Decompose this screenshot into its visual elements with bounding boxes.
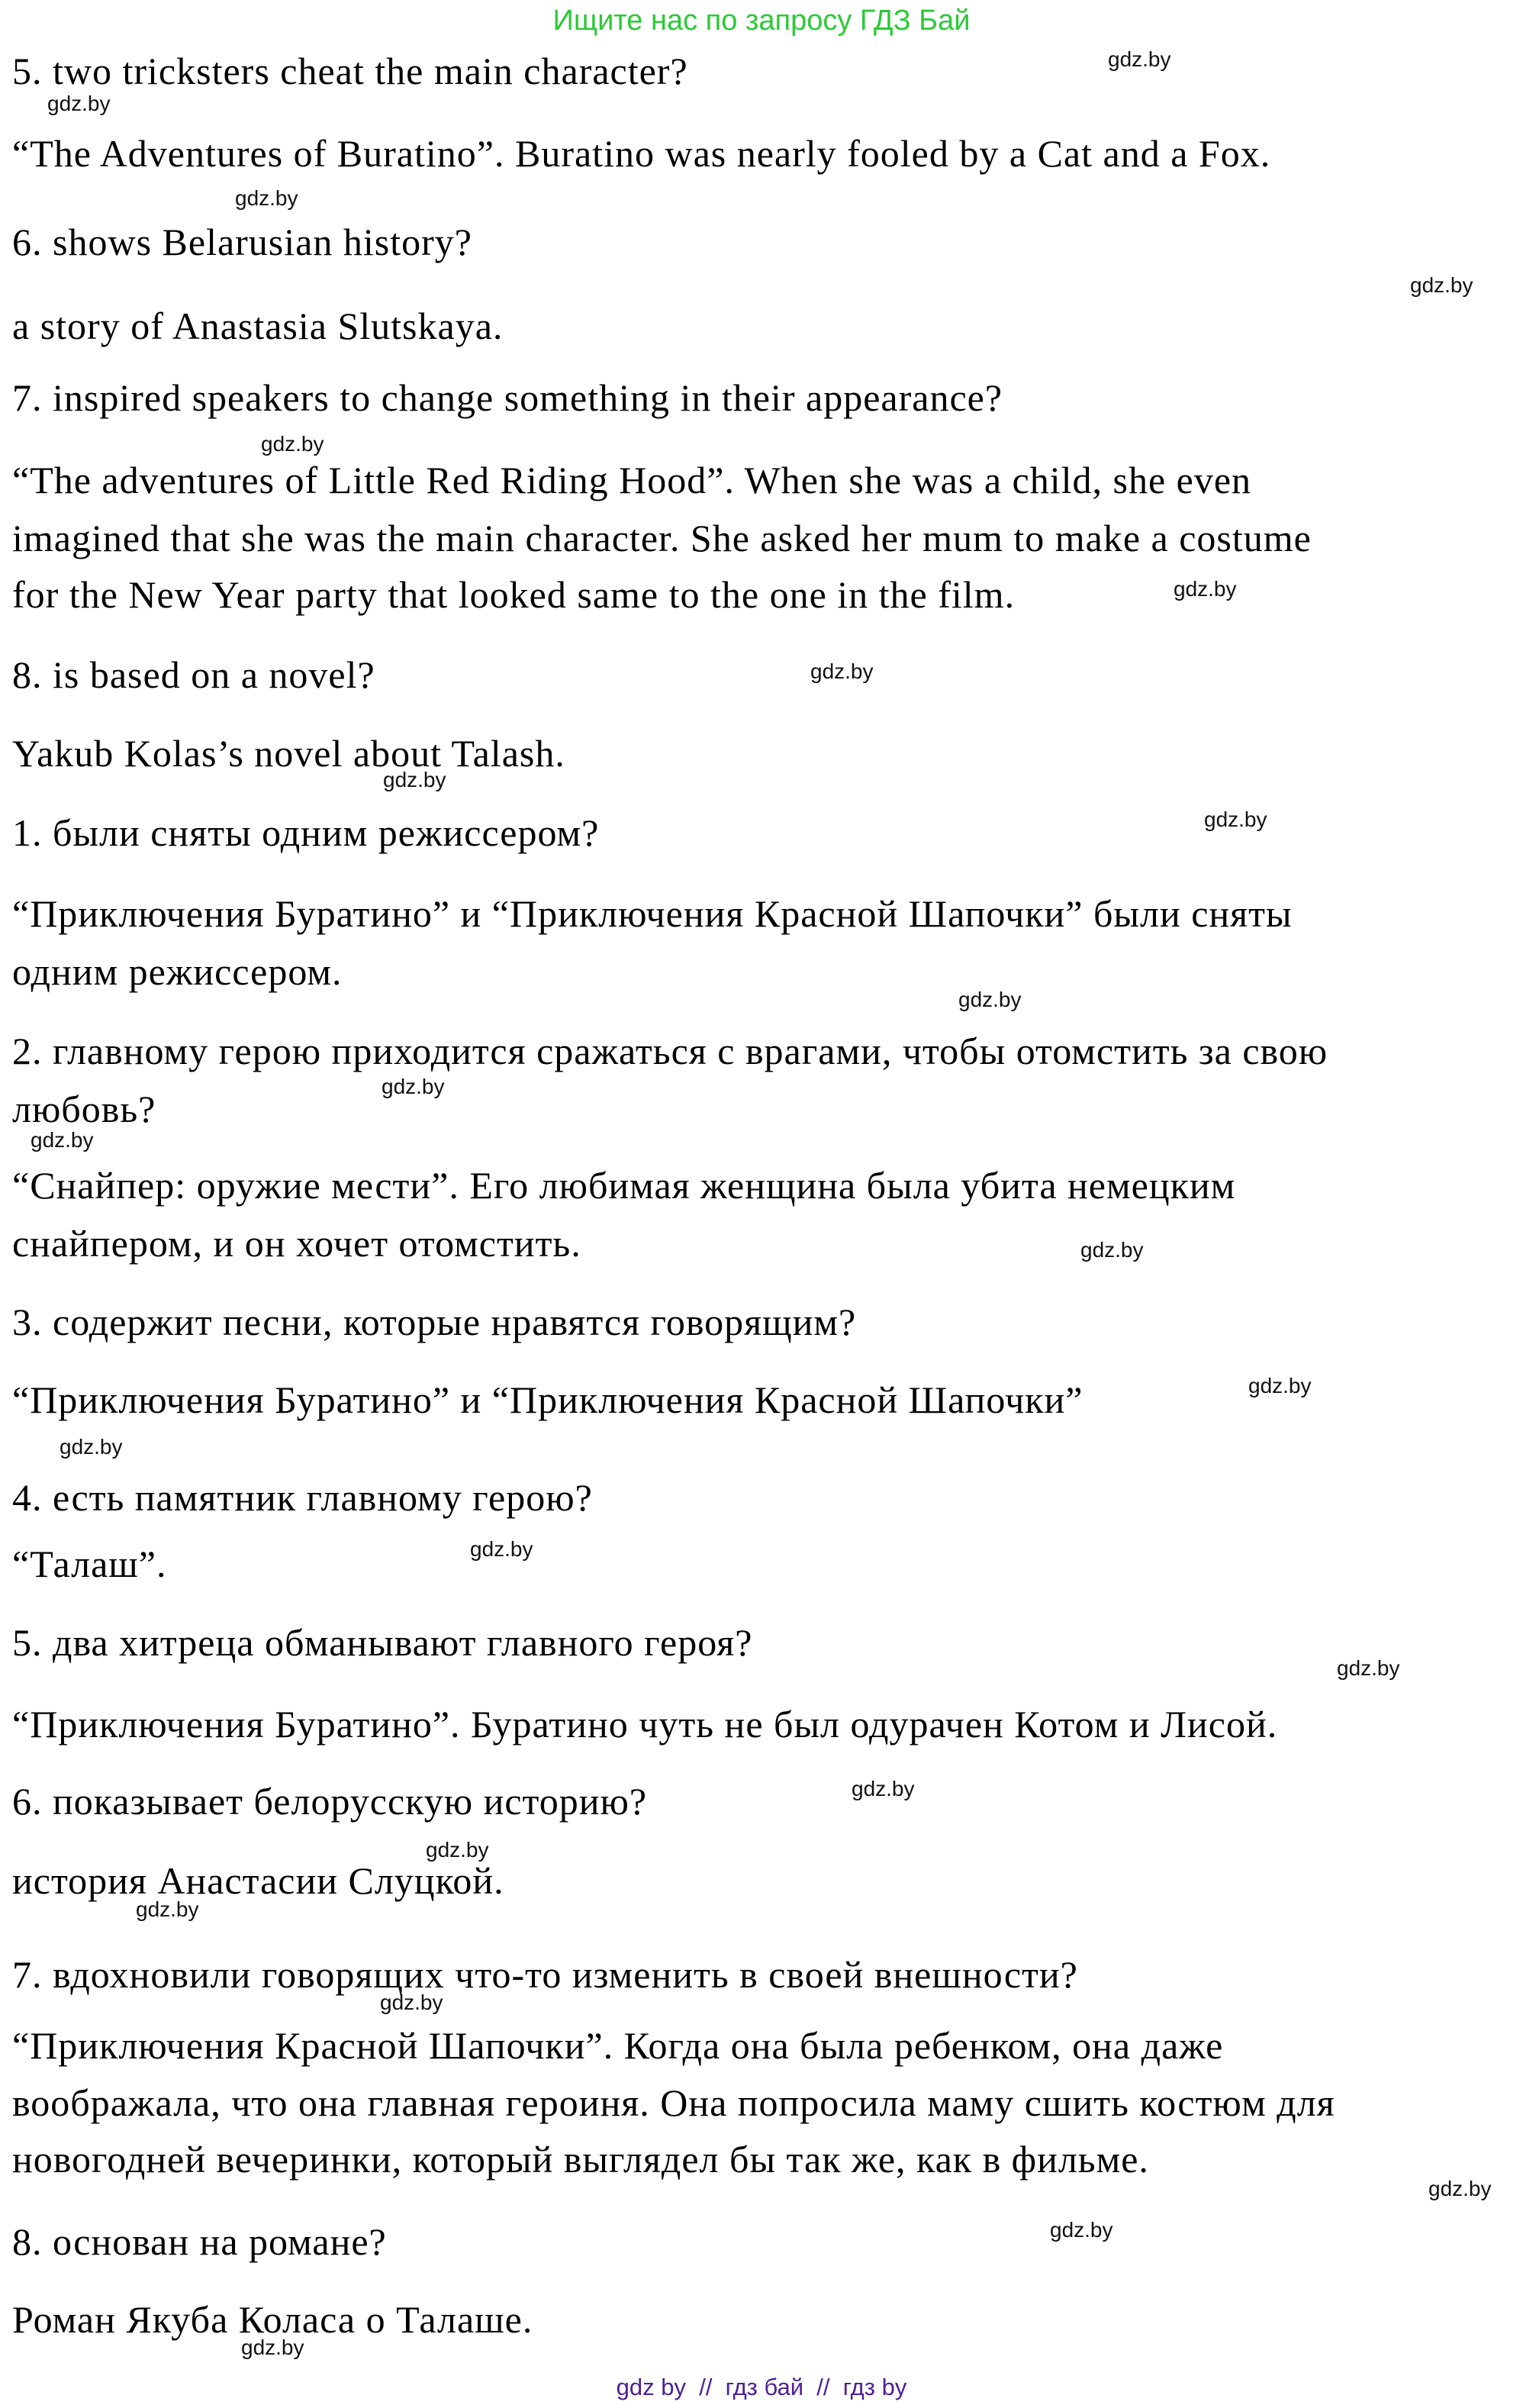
gdz-watermark: gdz.by <box>383 768 446 791</box>
gdz-watermark: gdz.by <box>958 988 1022 1011</box>
answer-line: “Талаш”. <box>12 1542 167 1585</box>
question-line: 6. показывает белорусскую историю? <box>12 1780 648 1823</box>
answer-line: imagined that she was the main character. She asked her mum to make a costume <box>12 517 1312 559</box>
gdz-watermark: gdz.by <box>810 659 874 683</box>
gdz-watermark: gdz.by <box>380 1991 443 2014</box>
question-line: 2. главному герою приходится сражаться с врагами, чтобы отомстить за свою <box>12 1030 1328 1072</box>
question-line: любовь? <box>12 1088 156 1130</box>
question-line: 1. были сняты одним режиссером? <box>12 811 600 854</box>
question-line: 7. вдохновили говорящих что-то изменить в своей внешности? <box>12 1953 1078 1996</box>
answer-line: Роман Якуба Коласа о Талаше. <box>12 2298 533 2341</box>
gdz-watermark: gdz.by <box>470 1537 533 1561</box>
answer-line: “Снайпер: оружие мести”. Его любимая женщина была убита немецким <box>12 1164 1236 1207</box>
answer-line: “Приключения Буратино”. Буратино чуть не был одурачен Котом и Лисой. <box>12 1703 1278 1746</box>
gdz-watermark: gdz.by <box>235 186 298 210</box>
gdz-watermark: gdz.by <box>60 1435 123 1459</box>
gdz-watermark: gdz.by <box>1174 577 1237 601</box>
question-line: 8. is based on a novel? <box>12 653 375 696</box>
question-line: 4. есть памятник главному герою? <box>12 1476 593 1519</box>
question-line: 6. shows Belarusian history? <box>12 221 472 263</box>
answer-line: “Приключения Буратино” и “Приключения Красной Шапочки” были сняты <box>12 892 1293 935</box>
gdz-watermark: gdz.by <box>382 1075 445 1098</box>
gdz-watermark: gdz.by <box>31 1128 94 1152</box>
answer-line: воображала, что она главная героиня. Она попросила маму сшить костюм для <box>12 2081 1335 2124</box>
answer-line: “The Adventures of Buratino”. Buratino was nearly fooled by a Cat and a Fox. <box>12 132 1271 175</box>
gdz-watermark: gdz.by <box>1337 1656 1400 1680</box>
answer-line: одним режиссером. <box>12 950 343 993</box>
answer-line: снайпером, и он хочет отомстить. <box>12 1222 581 1265</box>
gdz-watermark: gdz.by <box>852 1777 915 1800</box>
gdz-watermark: gdz.by <box>1050 2218 1113 2242</box>
question-line: 7. inspired speakers to change something in their appearance? <box>12 376 1003 419</box>
answer-line: a story of Anastasia Slutskaya. <box>12 305 504 347</box>
answer-line: новогодней вечеринки, который выглядел бы так же, как в фильме. <box>12 2138 1149 2181</box>
answer-line: “The adventures of Little Red Riding Hood”. When she was a child, she even <box>12 459 1252 501</box>
gdz-watermark: gdz.by <box>1428 2177 1492 2200</box>
answer-line: “Приключения Буратино” и “Приключения Красной Шапочки” <box>12 1378 1083 1421</box>
answer-line: “Приключения Красной Шапочки”. Когда она была ребенком, она даже <box>12 2024 1224 2067</box>
gdz-watermark: gdz.by <box>261 432 324 456</box>
promo-header: Ищите нас по запросу ГДЗ Бай <box>552 5 971 37</box>
gdz-watermark: gdz.by <box>1204 808 1267 831</box>
site-footer: gdz by // гдз бай // гдз by <box>616 2374 907 2400</box>
gdz-watermark: gdz.by <box>241 2335 304 2359</box>
question-line: 5. two tricksters cheat the main character? <box>12 50 688 92</box>
answer-line: история Анастасии Слуцкой. <box>12 1859 504 1902</box>
gdz-watermark: gdz.by <box>1248 1374 1312 1397</box>
gdz-watermark: gdz.by <box>1108 47 1171 71</box>
gdz-watermark: gdz.by <box>47 92 111 115</box>
question-line: 8. основан на романе? <box>12 2220 387 2263</box>
question-line: 5. два хитреца обманывают главного героя? <box>12 1621 753 1664</box>
gdz-watermark: gdz.by <box>1410 273 1473 297</box>
answer-line: for the New Year party that looked same to the one in the film. <box>12 573 1016 616</box>
gdz-watermark: gdz.by <box>426 1838 489 1862</box>
question-line: 3. содержит песни, которые нравятся говорящим? <box>12 1301 857 1343</box>
gdz-watermark: gdz.by <box>1080 1238 1144 1262</box>
answer-line: Yakub Kolas’s novel about Talash. <box>12 732 565 775</box>
gdz-watermark: gdz.by <box>136 1897 199 1921</box>
